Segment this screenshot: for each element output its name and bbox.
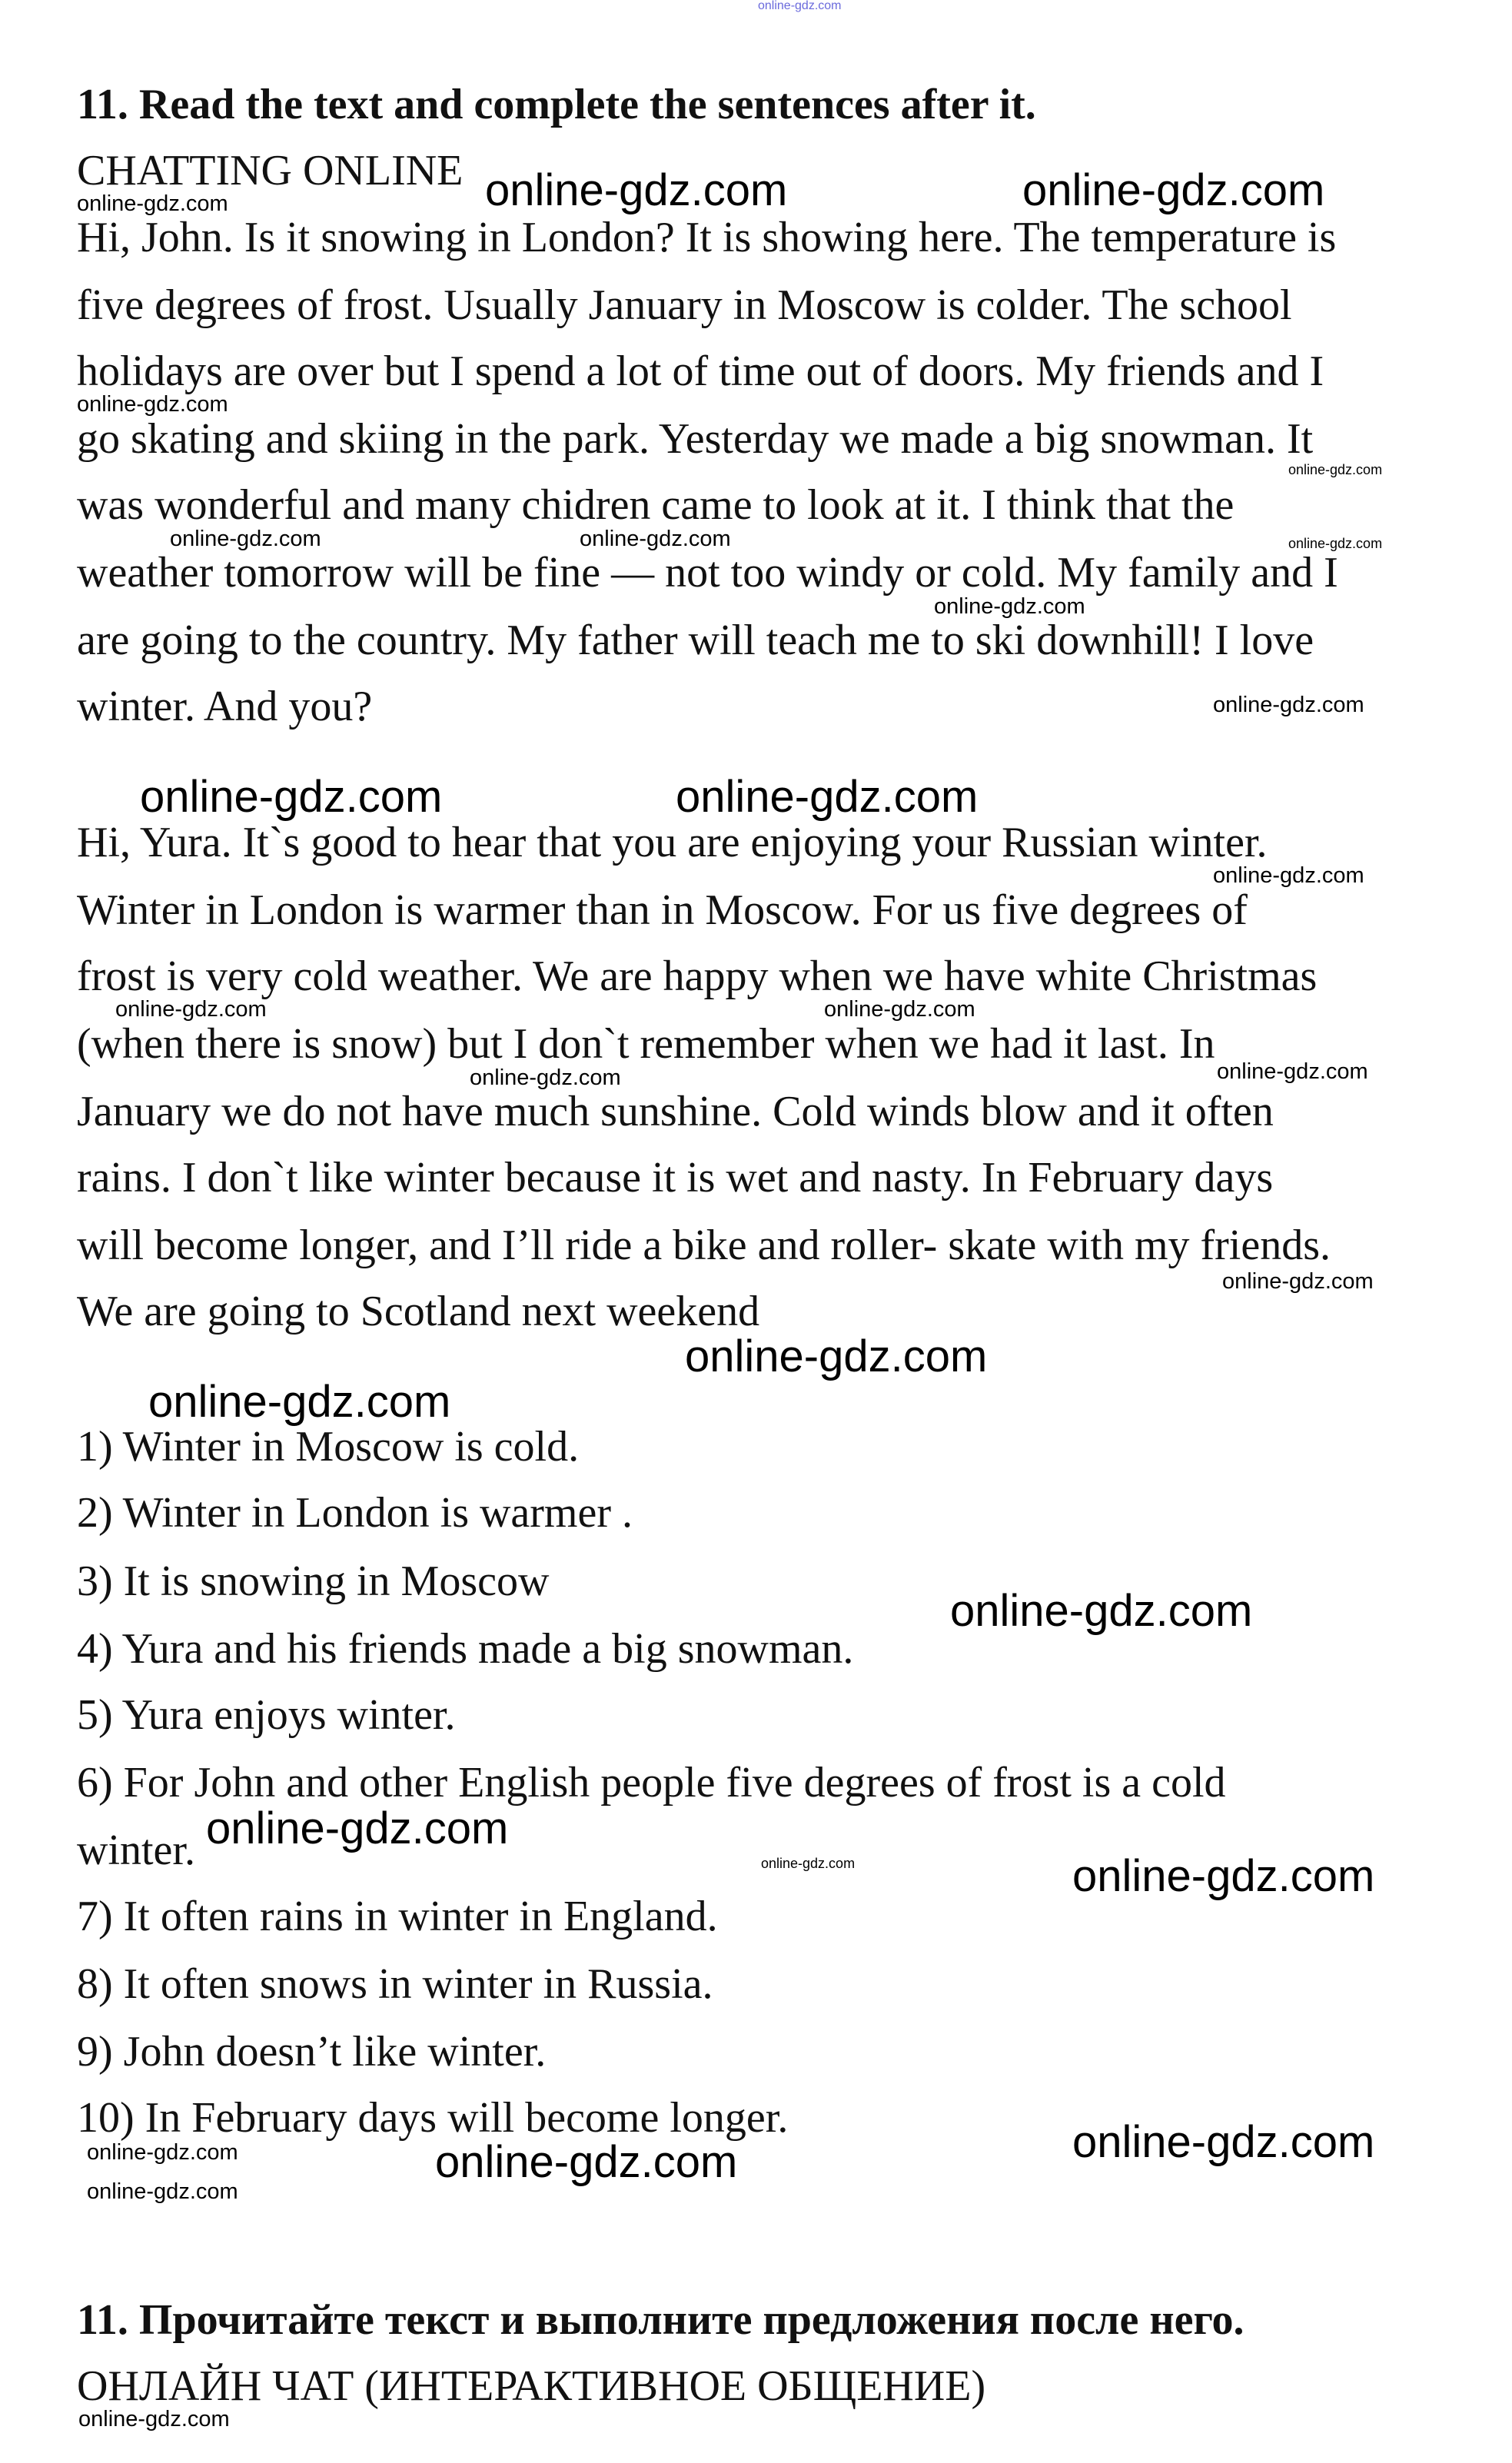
answer-item: 4) Yura and his friends made a big snowman. <box>77 1625 854 1673</box>
letter-line: weather tomorrow will be fine — not too windy or cold. My family and I <box>77 549 1338 597</box>
text-title: CHATTING ONLINE <box>77 147 464 194</box>
watermark: online-gdz.com <box>676 772 979 822</box>
ru-exercise-title: 11. Прочитайте текст и выполните предложения после него. <box>77 2296 1244 2344</box>
watermark: online-gdz.com <box>140 772 443 822</box>
watermark: online-gdz.com <box>1022 165 1325 215</box>
watermark: online-gdz.com <box>1217 1059 1368 1084</box>
watermark: online-gdz.com <box>470 1065 621 1090</box>
letter-line: frost is very cold weather. We are happy when we have white Christmas <box>77 952 1318 1000</box>
watermark: online-gdz.com <box>824 997 975 1022</box>
letter-line: holidays are over but I spend a lot of time out of doors. My friends and I <box>77 347 1324 395</box>
watermark: online-gdz.com <box>1222 1269 1374 1294</box>
answer-item: 6) For John and other English people five degrees of frost is a cold <box>77 1759 1226 1807</box>
letter-line: (when there is snow) but I don`t remember when we had it last. In <box>77 1020 1215 1068</box>
answer-item: 9) John doesn’t like winter. <box>77 2028 547 2076</box>
watermark: online-gdz.com <box>685 1331 988 1381</box>
answer-item: 5) Yura enjoys winter. <box>77 1691 456 1739</box>
exercise-title: 11. Read the text and complete the sentences after it. <box>77 81 1036 128</box>
watermark: online-gdz.com <box>1072 1851 1375 1901</box>
watermark: online-gdz.com <box>580 527 731 551</box>
answer-item: 2) Winter in London is warmer . <box>77 1489 633 1537</box>
answer-item: 7) It often rains in winter in England. <box>77 1893 718 1940</box>
letter-line: Winter in London is warmer than in Moscow. For us five degrees of <box>77 886 1248 934</box>
letter-line: January we do not have much sunshine. Cold winds blow and it often <box>77 1088 1274 1135</box>
watermark: online-gdz.com <box>1288 462 1383 477</box>
answer-item: 3) It is snowing in Moscow <box>77 1557 550 1605</box>
answer-item: winter. <box>77 1826 195 1874</box>
watermark: online-gdz.com <box>115 997 267 1022</box>
watermark: online-gdz.com <box>1213 693 1364 717</box>
watermark: online-gdz.com <box>170 527 321 551</box>
watermark: online-gdz.com <box>485 165 788 215</box>
watermark: online-gdz.com <box>148 1377 451 1427</box>
watermark: online-gdz.com <box>758 0 842 12</box>
watermark: online-gdz.com <box>206 1803 509 1853</box>
watermark: online-gdz.com <box>761 1856 856 1871</box>
letter-line: winter. And you? <box>77 683 373 730</box>
watermark: online-gdz.com <box>934 594 1085 619</box>
letter-line: are going to the country. My father will teach me to ski downhill! I love <box>77 617 1314 664</box>
watermark: online-gdz.com <box>1072 2117 1375 2167</box>
watermark: online-gdz.com <box>87 2140 238 2165</box>
letter-line: will become longer, and I’ll ride a bike and roller- skate with my friends. <box>77 1222 1331 1269</box>
letter-line: Hi, Yura. It`s good to hear that you are enjoying your Russian winter. <box>77 819 1268 866</box>
watermark: online-gdz.com <box>87 2179 238 2204</box>
letter-line: was wonderful and many chidren came to look at it. I think that the <box>77 481 1235 529</box>
watermark: online-gdz.com <box>1288 536 1383 551</box>
letter-line: Hi, John. Is it snowing in London? It is showing here. The temperature is <box>77 214 1337 261</box>
letter-line: rains. I don`t like winter because it is wet and nasty. In February days <box>77 1154 1274 1202</box>
letter-line: We are going to Scotland next weekend <box>77 1288 760 1335</box>
watermark: online-gdz.com <box>77 191 228 216</box>
letter-line: five degrees of frost. Usually January in Moscow is colder. The school <box>77 281 1292 329</box>
watermark: online-gdz.com <box>1213 863 1364 888</box>
letter-line: go skating and skiing in the park. Yesterday we made a big snowman. It <box>77 415 1314 463</box>
watermark: online-gdz.com <box>950 1586 1253 1636</box>
answer-item: 8) It often snows in winter in Russia. <box>77 1960 713 2008</box>
watermark: online-gdz.com <box>77 392 228 417</box>
answer-item: 1) Winter in Moscow is cold. <box>77 1423 580 1471</box>
answer-item: 10) In February days will become longer. <box>77 2094 789 2142</box>
watermark: online-gdz.com <box>435 2137 738 2187</box>
watermark: online-gdz.com <box>78 2407 230 2431</box>
ru-text-title: ОНЛАЙН ЧАТ (ИНТЕРАКТИВНОЕ ОБЩЕНИЕ) <box>77 2362 986 2410</box>
